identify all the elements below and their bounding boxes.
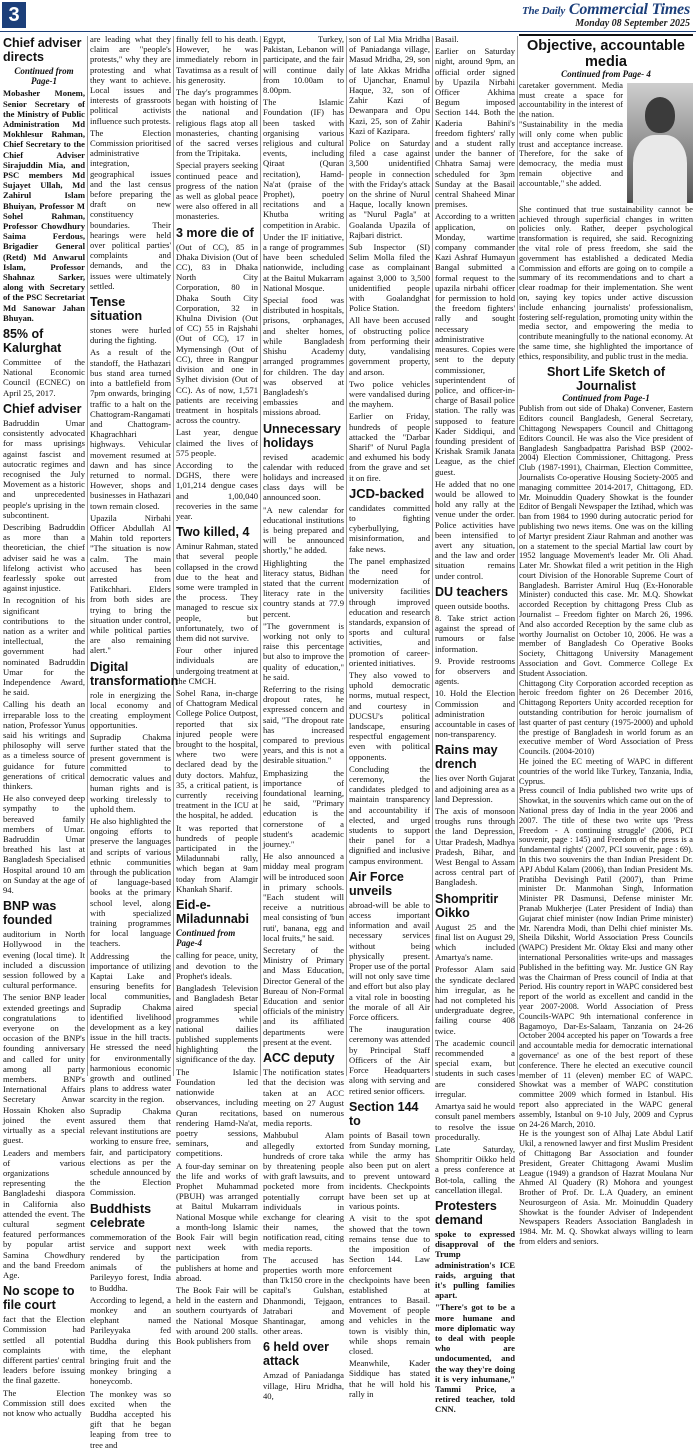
article-text: He also announced a midday meal program will be introduced soon in primary schools. "Each student will receive a nutritious meal consisting of 'bun ruti', banana, egg and local fruits," he said. — [263, 851, 344, 943]
column-2 — [90, 34, 179, 1450]
article-text: According to legend, a monkey and an elephant named Parileyyaka fed Buddha during this time, the elephant bringing fruit and the monkey bringing a honeycomb. — [90, 1294, 171, 1387]
article-text: Mahbubul Alam allegedly extorted hundreds of crore taka by threatening people with graft lawsuits, and pocketed more from potentially corrupt individuals in exchange for clearing their names, the notification read, citing media reports. — [263, 1130, 344, 1253]
column-5 — [349, 34, 430, 1399]
article-text: Leaders and members of various organizations representing the Bangladeshi diaspora in California also attended the event. The cultural segment featured performances by popular artist Samina Chowdhury and the band Freedom Age. — [3, 1147, 85, 1280]
article-text: abroad-will be able to access important information and avail necessary services without being physically present. Proper use of the portal will not only save time and effort but also play a vital role in boosting the morale of all Air Force officers. — [349, 899, 430, 1023]
article-text: "A new calendar for educational institutions is being prepared and will be announced shortly," he added. — [263, 504, 344, 556]
article-text: finally fell to his death. However, he was immediately reborn in Tavatimsa as a result of his generosity. — [176, 34, 258, 85]
article-text: The day's programmes began with hoisting of the national and religious flags atop all monasteries, chanting of the sacred verses from the Tripitaka. — [176, 87, 258, 159]
headline: Objective, accountable media — [519, 34, 693, 70]
headline: Protesters demand — [435, 1198, 497, 1227]
portrait-body-shape — [633, 135, 687, 205]
article-text: Basail. — [435, 34, 459, 44]
article-text: She continued that true sustainability cannot be achieved through superficial changes in written policies only. Rather, deeper psychological transformation is required, she said. Recognizing the vital role of press freedom, she said the government has established a dedicated Media Commission and efforts are going on to compile a summary of its recommendations and to chart a clear roadmap for their implementation. She went on, saying key topics under active discussion include enhancing journalists' professionalism, fostering self-regulation, promoting unity within the media sector, and empowering the media to contribute meaningfully to the national economy. At the same time, she highlighted the importance of ethics, responsibility, and public trust in the media. — [519, 204, 693, 361]
headline: No scope to file court — [3, 1284, 75, 1313]
article-text: Professor Alam said the syndicate declared him irregular, as he had not completed his undergraduate degree, failing course 408 twice. — [435, 964, 515, 1036]
article-text: son of Lal Mia Mridha of Paniadanga village, Masud Mridha, 29, son of late Akkas Mridha of Ujanchar, Enamul Haque, 32, son of Zahir Kazi of Dewanpara and Opu Kazi, 25, son of Zahir Kazi of Kazipara. — [349, 34, 430, 136]
headline: Buddhists celebrate — [90, 1201, 152, 1230]
portrait-photo — [627, 83, 693, 203]
article-text: Amartya said he would consult panel members to resolve the issue procedurally. — [435, 1101, 515, 1142]
article-text: Sub Inspector (SI) Selim Molla filed the case as complainant against 3,000 to 3,500 unidentified people with Goalandghat Police Station. — [349, 242, 430, 314]
article-text: candidates committed to fighting cyberbullying, misinformation, and fake news. — [349, 502, 430, 554]
headline: Digital transformation — [90, 659, 179, 688]
column-3 — [176, 34, 258, 1346]
article-text: The monkey was so excited when the Buddha accepted his gift that he began leaping from tree to tree and — [90, 1388, 171, 1450]
article-text: Special prayers seeking continued peace and progress of the nation as well as global peace were also offered in all monasteries. — [176, 160, 258, 222]
headline: Two killed, 4 — [176, 525, 250, 540]
article-text: commemoration of the service and support rendered by the animals of the Parileyyo forest, India to Buddha. — [90, 1231, 171, 1293]
article-text: A visit to the spot showed that the town remains tense due to the imposition of Section 144. Law enforcement checkpoints have been established at entrances to Basail. Movement of people and vehicles in the town is visibly thin, while shops remain closed. — [349, 1213, 430, 1356]
column-rule — [173, 36, 174, 1076]
headline: Rains may drench — [435, 743, 498, 772]
article-text: All have been accused of obstructing police from performing their duty, vandalising government property, and arson. — [349, 315, 430, 377]
article-text: Addressing the importance of utilizing Kaptai Lake and ensuring benefits for local communities, Supradip Chakma identified livelihood development as a key issue in the hill tracts. He stressed the need for environmentally harmonious economic growth and outlined plans to address water scarcity in the region. — [90, 950, 171, 1104]
article-text: Meanwhile, Kader Siddique has stated that he will hold his rally in — [349, 1358, 430, 1399]
article-text: The notification states that the decision was taken at an ACC meeting on 27 August based on numerous media reports. — [263, 1067, 344, 1129]
article-text: Emphasizing the importance of foundational learning, he said, "Primary education is the cornerstone of a student's academic journey." — [263, 767, 344, 850]
column-rule — [517, 36, 518, 1076]
headline: Air Force unveils — [349, 869, 404, 898]
headline: 6 held over attack — [263, 1340, 329, 1369]
article-text: Supradip Chakma further stated that the present government is committed to democratic values and human rights and is working tirelessly to uphold them. — [90, 732, 171, 814]
article-text: The Book Fair will be held in the eastern and southern courtyards of the National Mosque with around 200 stalls. Book publishers from — [176, 1284, 258, 1346]
headline: Tense situation — [90, 295, 143, 324]
continued-from: Continued from Page-1 — [562, 392, 650, 403]
column-4 — [263, 34, 344, 1401]
article-text: Chittagong City Corporation accorded reception as heroic freedom fighter on 26 December 2016, Chittagong Reporters Unity accorded reception for outstanding contribution for heroic journalism of last quarter of past century (1975-2000) and uphold the prestige of Bangladesh in world forum as an executive member of Word Association of Press Councils. (2004-2010) — [519, 678, 693, 757]
article-text: The Election Commission prioritised administrative integration, geographical issues and the last census before preparing the draft on new constituency boundaries. Their hearings were held over political parties' complaints and demands, and the issues were ultimately settled. — [90, 127, 171, 291]
headline: ACC deputy — [263, 1051, 335, 1066]
article-text: Egypt, Turkey, Pakistan, Lebanon will participate, and the fair will continue daily from 10.00am to 8.00pm. — [263, 34, 344, 96]
headline: Eid-e-Miladunnabi — [176, 898, 249, 927]
article-text: stones were hurled during the fighting. — [90, 325, 171, 346]
continued-from: Continued from Page-4 — [176, 928, 236, 949]
article-text: As a result of the standoff, the Hathazari bus stand area turned into a battlefield from 7pm onwards, bringing traffic to a halt on the Chattogram-Rangamati and Chattogram-Khagrachhari highways. Vehicular movement resumed at dawn and has since returned to normal. However, shops and businesses in Hathazari town remain closed. — [90, 347, 171, 511]
article-text: queen outside booths. — [435, 600, 510, 611]
article-text: Last year, dengue claimed the lives of 575 people. — [176, 427, 258, 458]
article-text: "Sustainability in the media will only come when public trust and acceptance increase. Therefore, for the sake of democracy, the media must remain objective and accountable," she added. — [519, 119, 623, 188]
column-6 — [435, 34, 515, 1415]
headline: Shompritir Oikko — [435, 891, 499, 920]
article-text: Bangladesh Television and Bangladesh Betar aired special programmes while national dailies published supplements highlighting the significance of the day. — [176, 983, 258, 1065]
article-text: According to a written application, on Monday, wartime company commander Kazi Ashraf Humayun Bangal submitted a formal request to the upazila nirbahi officer for permission to hold the freedom fighters' rally and sought necessary administrative measures. Copies were sent to the deputy commissioner, superintendent of police, and officer-in-charge of Basail police station. The rally was supposed to feature Kader Siddiqui, and founding president of Krishak Sramik Janata League, as the chief guest. — [435, 211, 515, 477]
article-text: Mobasher Monem, Senior Secretary of the Ministry of Public Administration Md Mokhlesur Rahman, Chief Secretary to the Chief Adviser Sirajuddin Mia, and PSC members Md Sujayet Ullah, Md Zahirul Islam Bhuiyan, Professor M Sohel Rahman, Professor Chowdhury Saima Ferdous, Brigadier General (Retd) Md Anwarul Islam, Professor Shahnaz Sarker, along with Secretary of the PSC Secretariat Md Sanowar Jahan Bhuyan. — [3, 88, 85, 323]
article-text: A four-day seminar on the life and works of Prophet Muhammad (PBUH) was arranged at Baitul Mukarram National Mosque while a month-long Islamic Book Fair will begin next week with participation from publishers at home and abroad. — [176, 1160, 258, 1283]
headline: JCD-backed — [349, 485, 425, 501]
article-text: Committee of the National Economic Council (ECNEC) on April 25, 2017. — [3, 357, 85, 398]
article-text: Aminur Rahman, stated that several people collapsed in the crowd due to the heat and some were trampled in the process. They managed to rescue six people, but unfortunately, two of them did not survive. — [176, 541, 258, 643]
article-text: Special food was distributed in hospitals, prisons, orphanages, and shelter homes, while Bangladesh Shishu Academy arranged programmes for children. The day was observed at Bangladesh's embassies and missions abroad. — [263, 295, 344, 418]
article-text: Calling his death an irreparable loss to the nation, Professor Yunus said his writings and philosophy will serve as a timeless source of guidance for future generations of critical thinkers. — [3, 699, 85, 791]
article-text: Secretary of the Ministry of Primary and Mass Education, Director General of the Bureau of Non-Formal Education and senior officials of the ministry and its affiliated departments were present at the event. — [263, 945, 344, 1047]
article-text: He is the youngest son of Alhaj Late Abdul Latif Ukil, a renowned lawyer and first Muslim President of Chittagong Bar Association and founder President, Greater Chittagong Awami Muslim League (1949) a grandson of Hazrat Moulana Nur Ahmed Al Quadery (R) Mohora and youngest Brother of Prof. Dr. L.A Quadery, an eminent Neurosurgeon of Asia. Mr. Moinuddin Quadery Showkat is the founder Adviser of Independent Newspapers Readers Association Bangladesh in 1984. Mr. M. Q. Showkat always willing to learn from elders and seniors. — [519, 1129, 693, 1247]
article-text: He added that no one would be allowed to hold any rally at the venue under the order. Police activities have been intensified to avert any situation, and the law and order situation remains under control. — [435, 478, 515, 581]
continued-from: Continued from Page-1 — [14, 66, 74, 87]
headline: Section 144 to — [349, 1099, 419, 1128]
article-text: calling for peace, unity, and devotion to the Prophet's ideals. — [176, 950, 258, 981]
article-text: Press council of India published two write ups of Showkat, in the souvenirs which came out on the of National press day of India in the year 2006 and 2007. The title of these two write ups 'Press Freedom - A continuing struggle' (2006, PCI souvenir, page : 145) and Freedom of the press is a fundamental rights' (2007, PCI souvenir, page : 69). In this two souvenirs the than Indian President Dr. APJ Abdul Kalam (2006), than Indian President Ms. Pratibha Devisingh Patil (2007), than Prime minister Dr. Manmohan Singh, Information Minister PR Dasmunsi, Defense minister Mr. Pranab Mukherjee (Later President of India) than Gujarat chief minister (now Indian Prime minister) Mr. Narendra Modi, than Delhi chief minister Ms. Sheila Dikshit, World Association Press Councils (WAPC) President Mr. Oktay Eksi and many other international Personalities write-ups and massages Published in the befitting way. Mr. Justice GN Ray was the Chairman of Press council of India at that Period. His country report in WAPC considered best report of the world as excellent and candid in the year 2007-2008. World Association of Press Councils-WAPC 9th international conference in Bagamoyo, Dar-Es-Salaam, Tanzania on 24-26 October 2004 accepted his paper on 'Towards a free and accountable media for democratic international governance' as one of the best report of these conference. There he elected an executive council member of 11 (eleven) member EC of WAPC. Showkat was a member of WAPC constitution committee 2009 which formed in Istanbul. His report also appreciated in the WAPC general assembly, Istanbul on 9-10 July, 2009 and Cyprus on 24-26 March, 2010. — [519, 786, 693, 1129]
headline: Unnecessary holidays — [263, 421, 341, 450]
column-rule — [346, 36, 347, 1076]
headline: 3 more die of — [176, 225, 254, 240]
portrait-head-shape — [645, 97, 675, 133]
column-1 — [3, 34, 85, 1418]
headline: Chief adviser directs — [3, 36, 82, 64]
right-column — [519, 34, 693, 1247]
column-rule — [432, 36, 433, 1076]
article-text: auditorium in North Hollywood in the evening (local time). It included a discussion session followed by a cultural performance. — [3, 929, 85, 991]
article-text: They also vowed to uphold democratic norms, mutual respect, and courtesy in DUCSU's political landscape, ensuring respectful engagement even with political opponents. — [349, 669, 430, 762]
article-text: In recognition of his significant contributions to the nation as a writer and intellectual, the government had nominated Badruddin Umar for the Independence Award, he said. — [3, 595, 85, 698]
article-text: It was reported that hundreds of people participated in the Miladunnabi rally, which began at 9am today from Alamgir Khankah Sharif. — [176, 822, 258, 894]
article-text: Under the IF initiative, a range of programmes have been scheduled nationwide, including at the Baitul Mukarram National Mosque. — [263, 231, 344, 293]
article-text: Sohel Rana, in-charge of Chattogram Medical College Police Outpost, reported that six injured people were brought to the hospital, where two were declared dead by the duty doctors. Mahfuz, 35, a critical patient, is currently receiving treatment in the ICU at the hospital, he added. — [176, 687, 258, 821]
article-text: "The government is working not only to raise this percentage but also to improve the quality of education," he said. — [263, 620, 344, 682]
article-text: He also conveyed deep sympathy to the bereaved family members of Umar. Badruddin Umar breathed his last at Bangladesh Specialised Hospital around 10 am on Sunday at the age of 94. — [3, 793, 85, 896]
article-text: The Election Commission still does not know who actually — [3, 1387, 85, 1418]
article-text: The academic council recommended a special exam, but students in such cases are considered irregular. — [435, 1037, 515, 1099]
masthead — [0, 0, 696, 32]
article-text: (Out of CC), 85 in Dhaka Division (Out of CC), 83 in Dhaka North City Corporation, 80 in Dhaka South City Corporation, 32 in Khulna Division (Out of CC) 55 in Rajshahi (Out of CC), 17 in Mymensingh (Out of CC), three in Rangpur division and one in Sylhet division (Out of CC). As of now, 1,571 patients are receiving treatment in hospitals across the country. — [176, 241, 258, 426]
page-number: 3 — [2, 2, 26, 28]
brand-name: Commercial Times — [568, 1, 690, 18]
headline: Short Life Sketch of Journalist — [546, 364, 666, 393]
article-text: The Islamic Foundation (IF) has been tasked with organising various religious and cultural events, including Qiraat (Quran recitation), Hamd-Na'at (praise of the Prophet), poetry recitations and a Khutba writing competition in Arabic. — [263, 97, 344, 230]
article-text: Earlier on Saturday night, around 9pm, an official order signed by Upazila Nirbahi Officer Akhima Begum imposed Section 144. Both the Kaderia Bahini's freedom fighters' rally and a student rally under the banner of Chhatra Samaj were scheduled for 3pm Sunday at the Basail central Shaheed Minar premises. — [435, 46, 515, 210]
article-text: The senior BNP leader extended greetings and congratulations to everyone on the occasion of the BNP's founding anniversary and called for unity among all party members. BNP's International Affairs Secretary Anwar Hossain Khoken also joined the event virtually as a special guest. — [3, 992, 85, 1146]
headline: Chief adviser — [3, 401, 82, 416]
article-text: The accused has properties worth more than Tk150 crore in the capital's Gulshan, Dhanmondi, Tejgaon, Jatrabari and Shantinagar, among other areas. — [263, 1254, 344, 1337]
article-text: Police on Saturday filed a case against 3,500 unidentified people in connection with the Friday's attack on the shrine of Nurul Haque, locally known as "Nurul Pagla" at Goalanda Upazila of Rajbari district. — [349, 138, 430, 240]
article-text: He joined the EC meeting of WAPC in different countries of the world like Turkey, Tanzania, India, Cyprus. — [519, 757, 693, 786]
article-text: Describing Badruddin as more than a theoretician, the chief adviser said he was a lifelong activist who fearlessly spoke out against injustice. — [3, 521, 85, 594]
article-text: "There's got to be a more humane and more diplomatic way to deal with people who are undocumented, and the way they're doing it is very inhumane," Tammi Price, a retired teacher, told CNN. — [435, 1302, 515, 1415]
column-rule — [87, 36, 88, 1076]
article-text: The axis of monsoon troughs runs through the land Depression, Uttar Pradesh, Madhya Pradesh, Bihar, and West Bengal to Assam across central part of Bangladesh. — [435, 806, 515, 888]
article-text: August 25 and the final list on August 29, which included Amartya's name. — [435, 921, 515, 963]
headline: BNP was founded — [3, 899, 57, 928]
newspaper-brand — [522, 1, 690, 19]
article-text: Four other injured individuals are undergoing treatment at the CMCH. — [176, 645, 258, 686]
article-text: caretaker government. Media must create a space for accountability in the interest of the nation. — [519, 80, 623, 120]
article-text: Earlier on Friday, hundreds of people attacked the "Darbar Sharif" of Nurul Pagla and exhumed his body from the grave and set it on fire. — [349, 411, 430, 483]
article-text: Upazila Nirbahi Officer Abdullah Al Mahin told reporters "The situation is now calm. The main accused has been arrested from Fatikchhari. Elders from both sides are trying to bring the situation under control, while political parties are also remaining alert." — [90, 512, 171, 656]
article-text: He also highlighted the ongoing efforts to preserve the languages and scripts of various ethnic communities through the publication of language-based books at the primary school level, along with specialized training programmes for local language teachers. — [90, 816, 171, 949]
article-text: Late Saturday, Shompritir Oikko held a press conference at Bot-tola, calling the cancellation illegal. — [435, 1143, 515, 1195]
article-text: The Islamic Foundation led nationwide observances, including Quran recitations, rendering Hamd-Na'at, poetry sessions, seminars, and competitions. — [176, 1066, 258, 1159]
brand-prefix: The Daily — [521, 5, 566, 17]
article-text: Two police vehicles were vandalised during the mayhem. — [349, 378, 430, 410]
article-text: According to the DGHS, there were 1,01,214 dengue cases and 1,00,040 recoveries in the same year. — [176, 459, 258, 521]
article-text: Concluding the ceremony, the candidates pledged to maintain transparency and accountability if elected, and urged students to support their panel for a dignified and inclusive campus environment. — [349, 763, 430, 866]
article-text: are leading what they claim are "people's protests," why they are protesting and what they want to achieve. Local issues and interests of grassroots political activists influence such protests. — [90, 34, 171, 126]
article-text: role in energizing the local economy and creating employment opportunities. — [90, 689, 171, 731]
column-rule — [260, 36, 261, 1076]
article-text: 8. Take strict action against the spread of rumours or false information. — [435, 612, 515, 654]
article-text: fact that the Election Commission had settled all potential complaints with different parties' central leaders before issuing the final gazette. — [3, 1314, 85, 1386]
article-text: Referring to the rising dropout rates, he expressed concern and said, "The dropout rate has increased compared to previous years, and this is not a desirable situation." — [263, 683, 344, 766]
article-text: The inauguration ceremony was attended by Principal Staff Officers of the Air Force Headquarters along with serving and retired senior officers. — [349, 1024, 430, 1096]
article-text: 10. Hold the Election Commission and administration accountable in cases of non-transparency. — [435, 688, 515, 740]
article-text: Publish from out side of Dhaka) Convener, Eastern Editors council Bangladesh, General Secretary, Chittagong Newspapers Council and Chittagong Editors Council. He was also the Vice president of Bangladesh Sangbadpattra Parishad BSP (2002-2004) Election Commissioner, Chittagong. Press Club (1987-1991), Chairman, Election Committee, Journalists Co-operative Housing Society-2005 and managing committee 2014-2017, Chittagong, ED. Mr. Moinuddin Quadery Showkat is the founder Editor of Bengali Newspaper the Iztihad, which was ban from 1984 to 1990 during autocratic period for publishing two news items. One was on the killing of Martyr president Ziaur Rahman and another was on a statement to the special Martial law court by 1952 language Movement's leader Mr. Oli Ahad. Later Mr. Showkat filed a writ petition in the High court Division of the Honorable Supreme Court of Bangladesh. Barrister Amirul Huq (Ex-Honorable Minister) conducted this case. Mr. M.Q. Showkat accorded Reception by chittagong Press Club as Journalist – Freedom fighter on March 26, 1996. And also accorded Reception by the same club as worthy Journalist on October 10, 2006. He was a member of Bangladesh Co Operative Books Society, Chittagong University Management Association and Govt. Commerce College Ex Student Association. — [519, 404, 693, 678]
article-text: spoke to expressed disapproval of the Trump administration's ICE raids, arguing that it's pulling families apart. — [435, 1228, 515, 1301]
article-text: revised academic calendar with reduced holidays and increased class days will be announced soon. — [263, 451, 344, 503]
article-text: points of Basail town from Sunday morning, while the army has also been put on alert to prevent untoward incidents. Checkpoints have been set up at various points. — [349, 1129, 430, 1212]
continued-from: Continued from Page- 4 — [561, 69, 651, 79]
headline: 85% of Kalurghat — [3, 327, 62, 356]
article-text: 9. Provide restrooms for observers and agents. — [435, 655, 515, 687]
headline: DU teachers — [435, 584, 508, 599]
article-text: Supradip Chakma assured them that relevant institutions are working to ensure free, fair, and participatory elections as per the schedule announced by the Election Commission. — [90, 1105, 171, 1198]
article-text: Highlighting the literacy status, Bidhan stated that the current literacy rate in the country stands at 77.9 percent. — [263, 557, 344, 619]
issue-date: Monday 08 September 2025 — [575, 18, 690, 29]
article-text: Badruddin Umar consistently advocated for mass uprisings against fascist and autocratic regimes and recognised the July Movement as a historic and unprecedented people's uprising in the subcontinent. — [3, 417, 85, 520]
article-text: The panel emphasized the need for modernization of university facilities through improved education and research standards, expansion of sports and cultural activities, and promotion of career-oriented initiatives. — [349, 555, 430, 668]
article-text: lies over North Gujarat and adjoining area as a land Depression. — [435, 773, 515, 804]
article-text: Amzad of Paniadanga village, Hiru Mridha, 40, — [263, 1370, 344, 1401]
